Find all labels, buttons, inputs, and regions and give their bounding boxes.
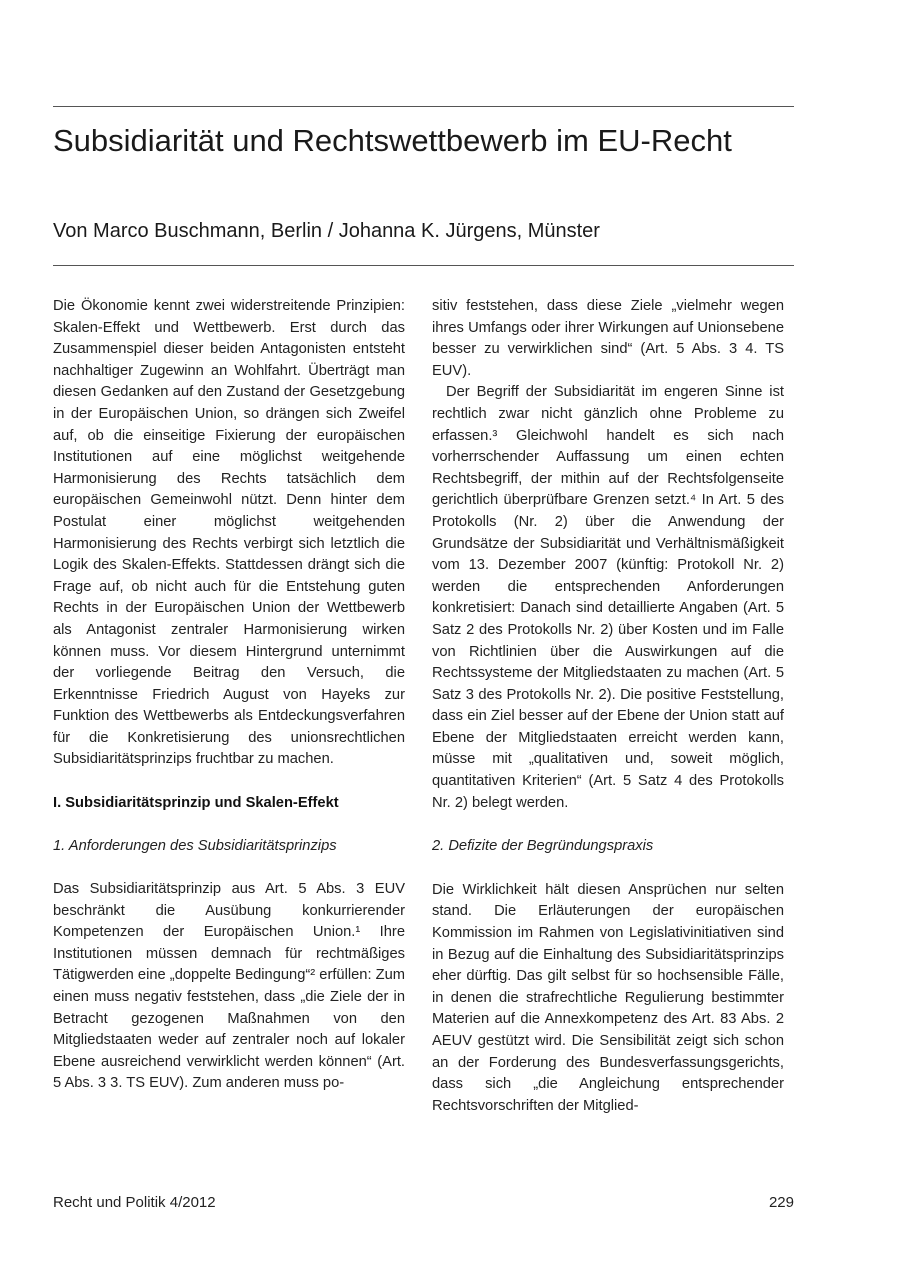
top-rule — [53, 106, 794, 107]
body-paragraph-continued: sitiv feststehen, dass diese Ziele „vielmehr wegen ihres Umfangs oder ihrer Wirkungen auf Unionsebene besser zu verwirklichen sind“ (Art. 5 Abs. 3 4. TS EUV). — [432, 298, 784, 379]
section-heading: I. Subsidiaritätsprinzip und Skalen-Effekt — [53, 794, 339, 811]
header-rule — [53, 265, 794, 266]
subsection-heading: 1. Anforderungen des Subsidiaritätsprinzips — [53, 837, 337, 854]
body-paragraph: Der Begriff der Subsidiarität im engeren Sinne ist rechtlich zwar nicht gänzlich ohne Probleme zu erfassen.³ Gleichwohl handelt es sich nach vorherrschender Auffassung um einen echten Rechtsbegriff, der mithin auf der Rechtsfolgenseite gerichtlich überprüfbare Grenzen setzt.⁴ In Art. 5 des Protokolls (Nr. 2) über die Anwendung der Grundsätze der Subsidiarität und Verhältnismäßigkeit vom 13. Dezember 2007 (künftig: Protokoll Nr. 2) werden die entsprechenden Anforderungen konkretisiert: Danach sind detaillierte Angaben (Art. 5 Satz 2 des Protokolls Nr. 2) über Kosten und im Falle von Richtlinien über die Auswirkungen auf die Rechtssysteme der Mitgliedstaaten zu machen (Art. 5 Satz 3 des Protokolls Nr. 2). Die positive Feststellung, dass ein Ziel besser auf der Ebene der Union statt auf Ebene der Mitgliedstaaten erreicht werden kann, müsse mit „qualitativen und, soweit möglich, quantitativen Kriterien“ (Art. 5 Satz 4 des Protokolls Nr. 2) belegt werden. — [432, 384, 784, 811]
left-column — [53, 296, 405, 1095]
subsection-heading: 2. Defizite der Begründungspraxis — [432, 838, 654, 855]
page-number: 229 — [768, 1194, 794, 1211]
body-paragraph: Die Wirklichkeit hält diesen Ansprüchen nur selten stand. Die Erläuterungen der europäischen Kommission im Rahmen von Legislativinitiativen sind in Bezug auf die Einhaltung des Subsidiaritätsprinzips eher dürftig. Das gilt selbst für so hochsensible Fälle, in denen die strafrechtliche Regulierung bestimmter Materien auf die Annexkompetenz des Art. 83 Abs. 2 AEUV gestützt wird. Die Sensibilität zeigt sich schon an der Forderung des Bundesverfassungsgerichts, dass sich „die Angleichung entsprechender Rechtsvorschriften der Mitglied- — [432, 881, 784, 1114]
article-title: Subsidiarität und Rechtswettbewerb im EU-Recht — [53, 123, 732, 158]
journal-footer: Recht und Politik 4/2012 — [53, 1194, 216, 1211]
right-column — [432, 296, 784, 1117]
body-paragraph: Das Subsidiaritätsprinzip aus Art. 5 Abs. 3 EUV beschränkt die Ausübung konkurrierender Kompetenzen der Europäischen Union.¹ Ihre Institutionen müssen demnach für rechtmäßiges Tätigwerden eine „doppelte Bedingung“² erfüllen: Zum einen muss negativ feststehen, dass „die Ziele der in Betracht gezogenen Maßnahmen von den Mitgliedstaaten weder auf zentraler noch auf lokaler Ebene ausreichend verwirklicht werden können“ (Art. 5 Abs. 3 3. TS EUV). Zum anderen muss po- — [53, 881, 405, 1092]
article-authors: Von Marco Buschmann, Berlin / Johanna K. Jürgens, Münster — [53, 220, 600, 242]
intro-paragraph: Die Ökonomie kennt zwei widerstreitende Prinzipien: Skalen-Effekt und Wettbewerb. Erst durch das Zusammenspiel dieser beiden Antagonisten entsteht nachhaltiger Zugewinn an Wohlfahrt. Überträgt man diesen Gedanken auf den Zustand der Gesetzgebung in der Europäischen Union, so drängen sich Zweifel auf, ob die einseitige Fixierung der europäischen Institutionen auf eine möglichst weitgehende Harmonisierung des Rechts tatsächlich dem europäischen Gemeinwohl nützt. Denn hinter dem Postulat einer möglichst weitgehenden Harmonisierung des Rechts verbirgt sich letztlich die Logik des Skalen-Effekts. Stattdessen drängt sich die Frage auf, ob nicht auch für die Entstehung guten Rechts in der Europäischen Union der Wettbewerb als Antagonist zentraler Harmonisierung wirken können muss. Vor diesem Hintergrund unternimmt der vorliegende Beitrag den Versuch, die Erkenntnisse Friedrich August von Hayeks zur Funktion des Wettbewerbs als Entdeckungsverfahren für die Konkretisierung des unionsrechtlichen Subsidiaritätsprinzips fruchtbar zu machen. — [53, 298, 405, 768]
